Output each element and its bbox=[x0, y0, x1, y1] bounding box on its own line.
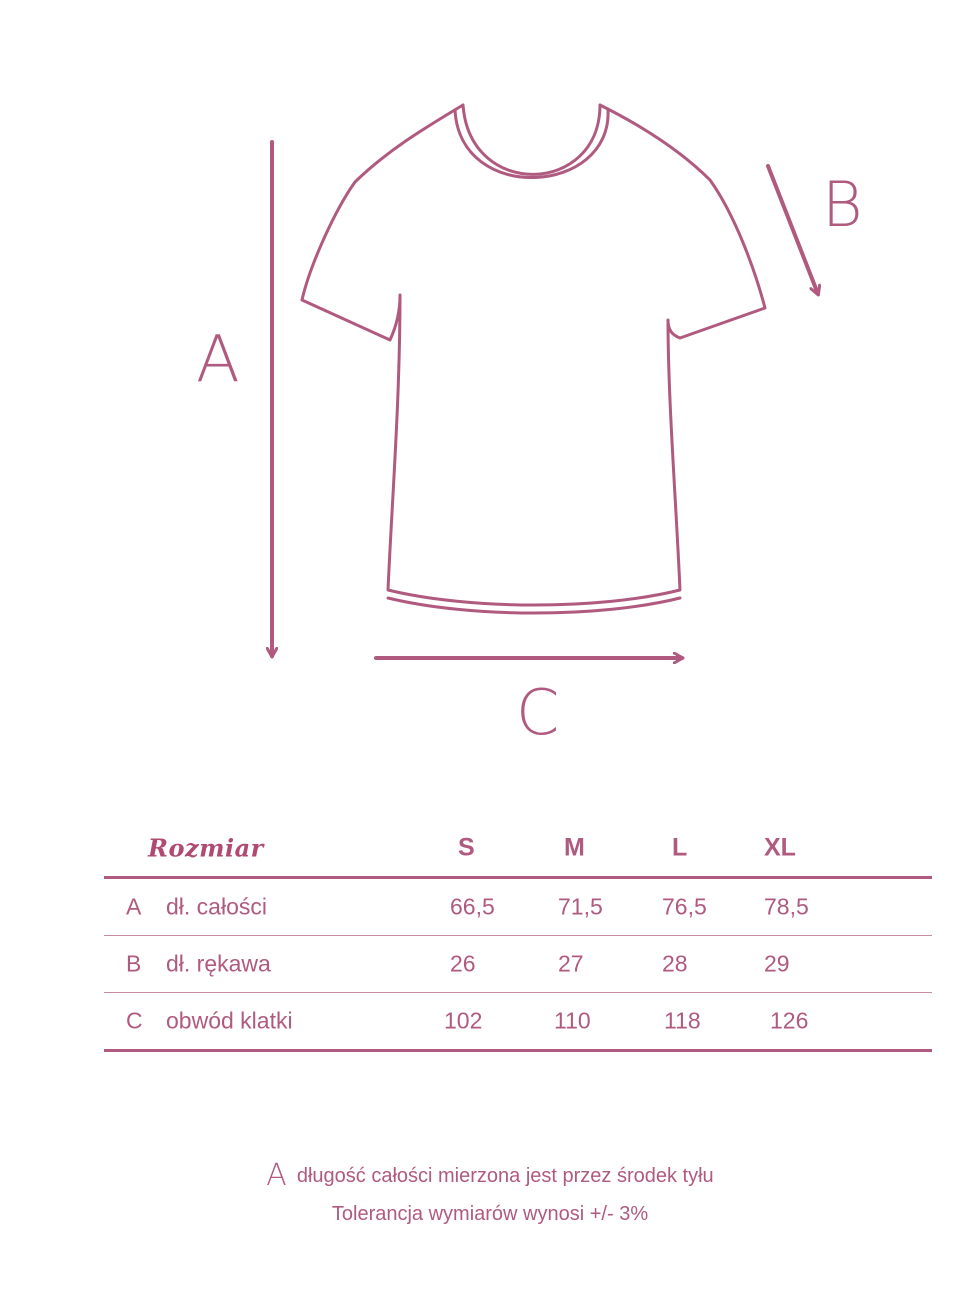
value-m: 110 bbox=[554, 1007, 591, 1034]
value-s: 66,5 bbox=[450, 893, 495, 920]
measurement-note bbox=[0, 1158, 980, 1193]
row-label: dł. całości bbox=[166, 893, 267, 920]
value-m: 27 bbox=[558, 950, 584, 977]
size-header-l: L bbox=[672, 833, 688, 862]
dimension-label-a: A bbox=[196, 323, 240, 397]
neckline-inner bbox=[455, 110, 608, 178]
value-s: 102 bbox=[444, 1007, 483, 1034]
size-header-s: S bbox=[458, 833, 475, 862]
tolerance-note bbox=[0, 1203, 980, 1226]
table-header-row bbox=[104, 820, 932, 879]
value-xl: 126 bbox=[770, 1007, 809, 1034]
row-label: obwód klatki bbox=[166, 1007, 293, 1034]
row-label: dł. rękawa bbox=[166, 950, 271, 977]
tshirt-body-outline bbox=[302, 105, 765, 605]
table-title: Rozmiar bbox=[148, 833, 264, 863]
value-s: 26 bbox=[450, 950, 476, 977]
table-row bbox=[104, 879, 932, 936]
dimension-label-c: C bbox=[516, 676, 560, 749]
row-code: C bbox=[126, 1007, 143, 1034]
note-text-1: długość całości mierzona jest przez środek tyłu bbox=[296, 1165, 714, 1187]
note-letter: A bbox=[266, 1158, 287, 1193]
value-l: 76,5 bbox=[662, 893, 707, 920]
note-text-2: Tolerancja wymiarów wynosi +/- 3% bbox=[331, 1203, 649, 1225]
value-l: 118 bbox=[664, 1007, 701, 1034]
size-header-xl: XL bbox=[764, 833, 796, 862]
size-header-m: M bbox=[564, 833, 585, 862]
size-table bbox=[104, 820, 932, 1052]
value-m: 71,5 bbox=[558, 893, 603, 920]
arrow-b bbox=[768, 166, 818, 294]
row-code: A bbox=[126, 893, 142, 920]
value-l: 28 bbox=[662, 950, 688, 977]
value-xl: 29 bbox=[764, 950, 790, 977]
row-code: B bbox=[126, 950, 142, 977]
dimension-label-b: B bbox=[822, 168, 863, 241]
table-row bbox=[104, 936, 932, 993]
value-xl: 78,5 bbox=[764, 893, 809, 920]
table-row bbox=[104, 993, 932, 1052]
